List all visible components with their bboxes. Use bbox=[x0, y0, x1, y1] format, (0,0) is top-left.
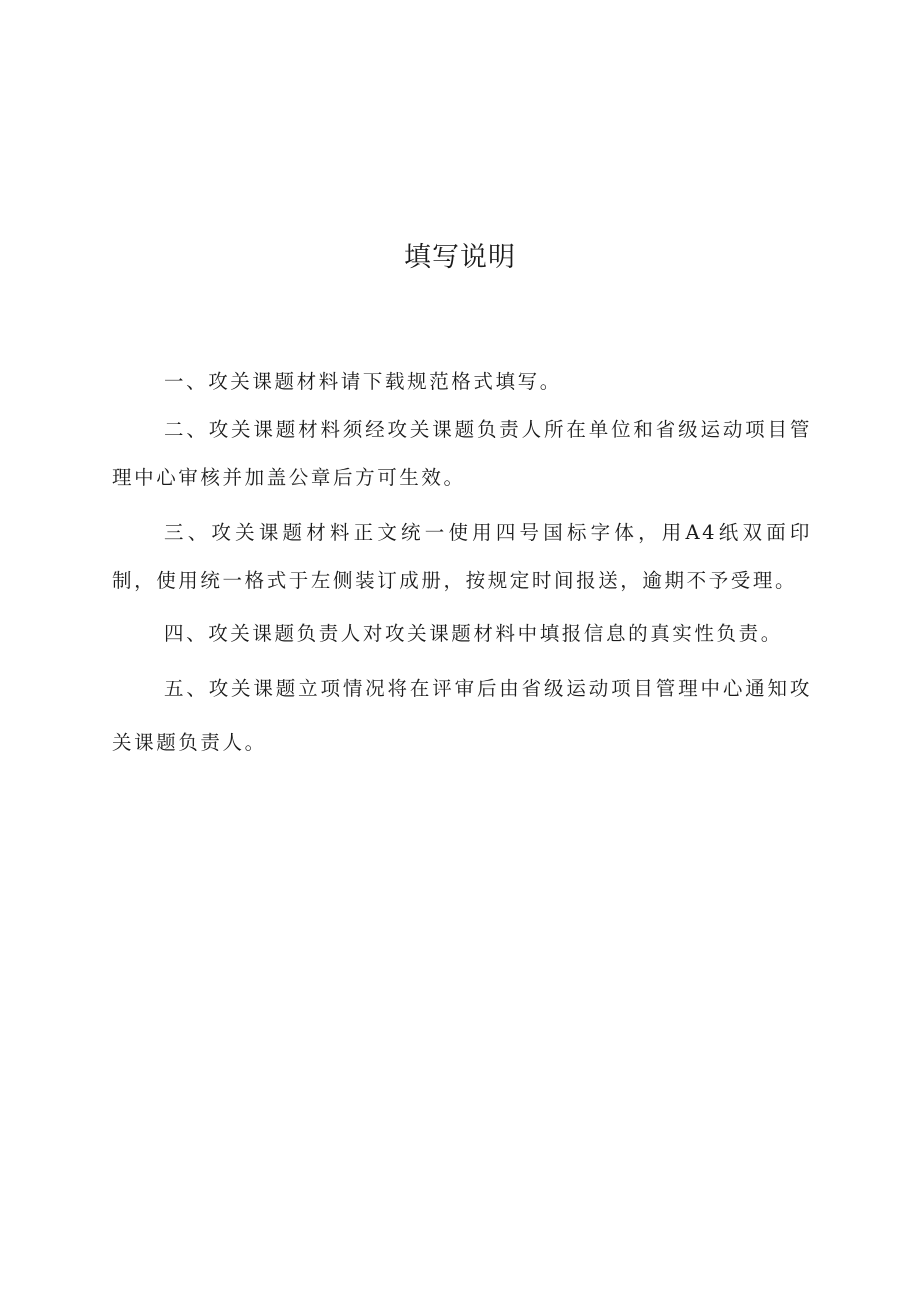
instruction-paragraph-3: 三、攻关课题材料正文统一使用四号国标字体，用A4纸双面印制，使用统一格式于左侧装订成册，按规定时间报送，逾期不予受理。 bbox=[112, 521, 812, 592]
instruction-paragraph-2: 二、攻关课题材料须经攻关课题负责人所在单位和省级运动项目管理中心审核并加盖公章后方可生效。 bbox=[112, 418, 812, 489]
instruction-paragraph-1: 一、攻关课题材料请下载规范格式填写。 bbox=[164, 370, 562, 393]
instructions-body bbox=[112, 358, 812, 770]
instruction-paragraph-5: 五、攻关课题立项情况将在评审后由省级运动项目管理中心通知攻关课题负责人。 bbox=[112, 677, 812, 754]
instruction-paragraph-4: 四、攻关课题负责人对攻关课题材料中填报信息的真实性负责。 bbox=[164, 622, 783, 645]
document-title: 填写说明 bbox=[404, 242, 516, 273]
